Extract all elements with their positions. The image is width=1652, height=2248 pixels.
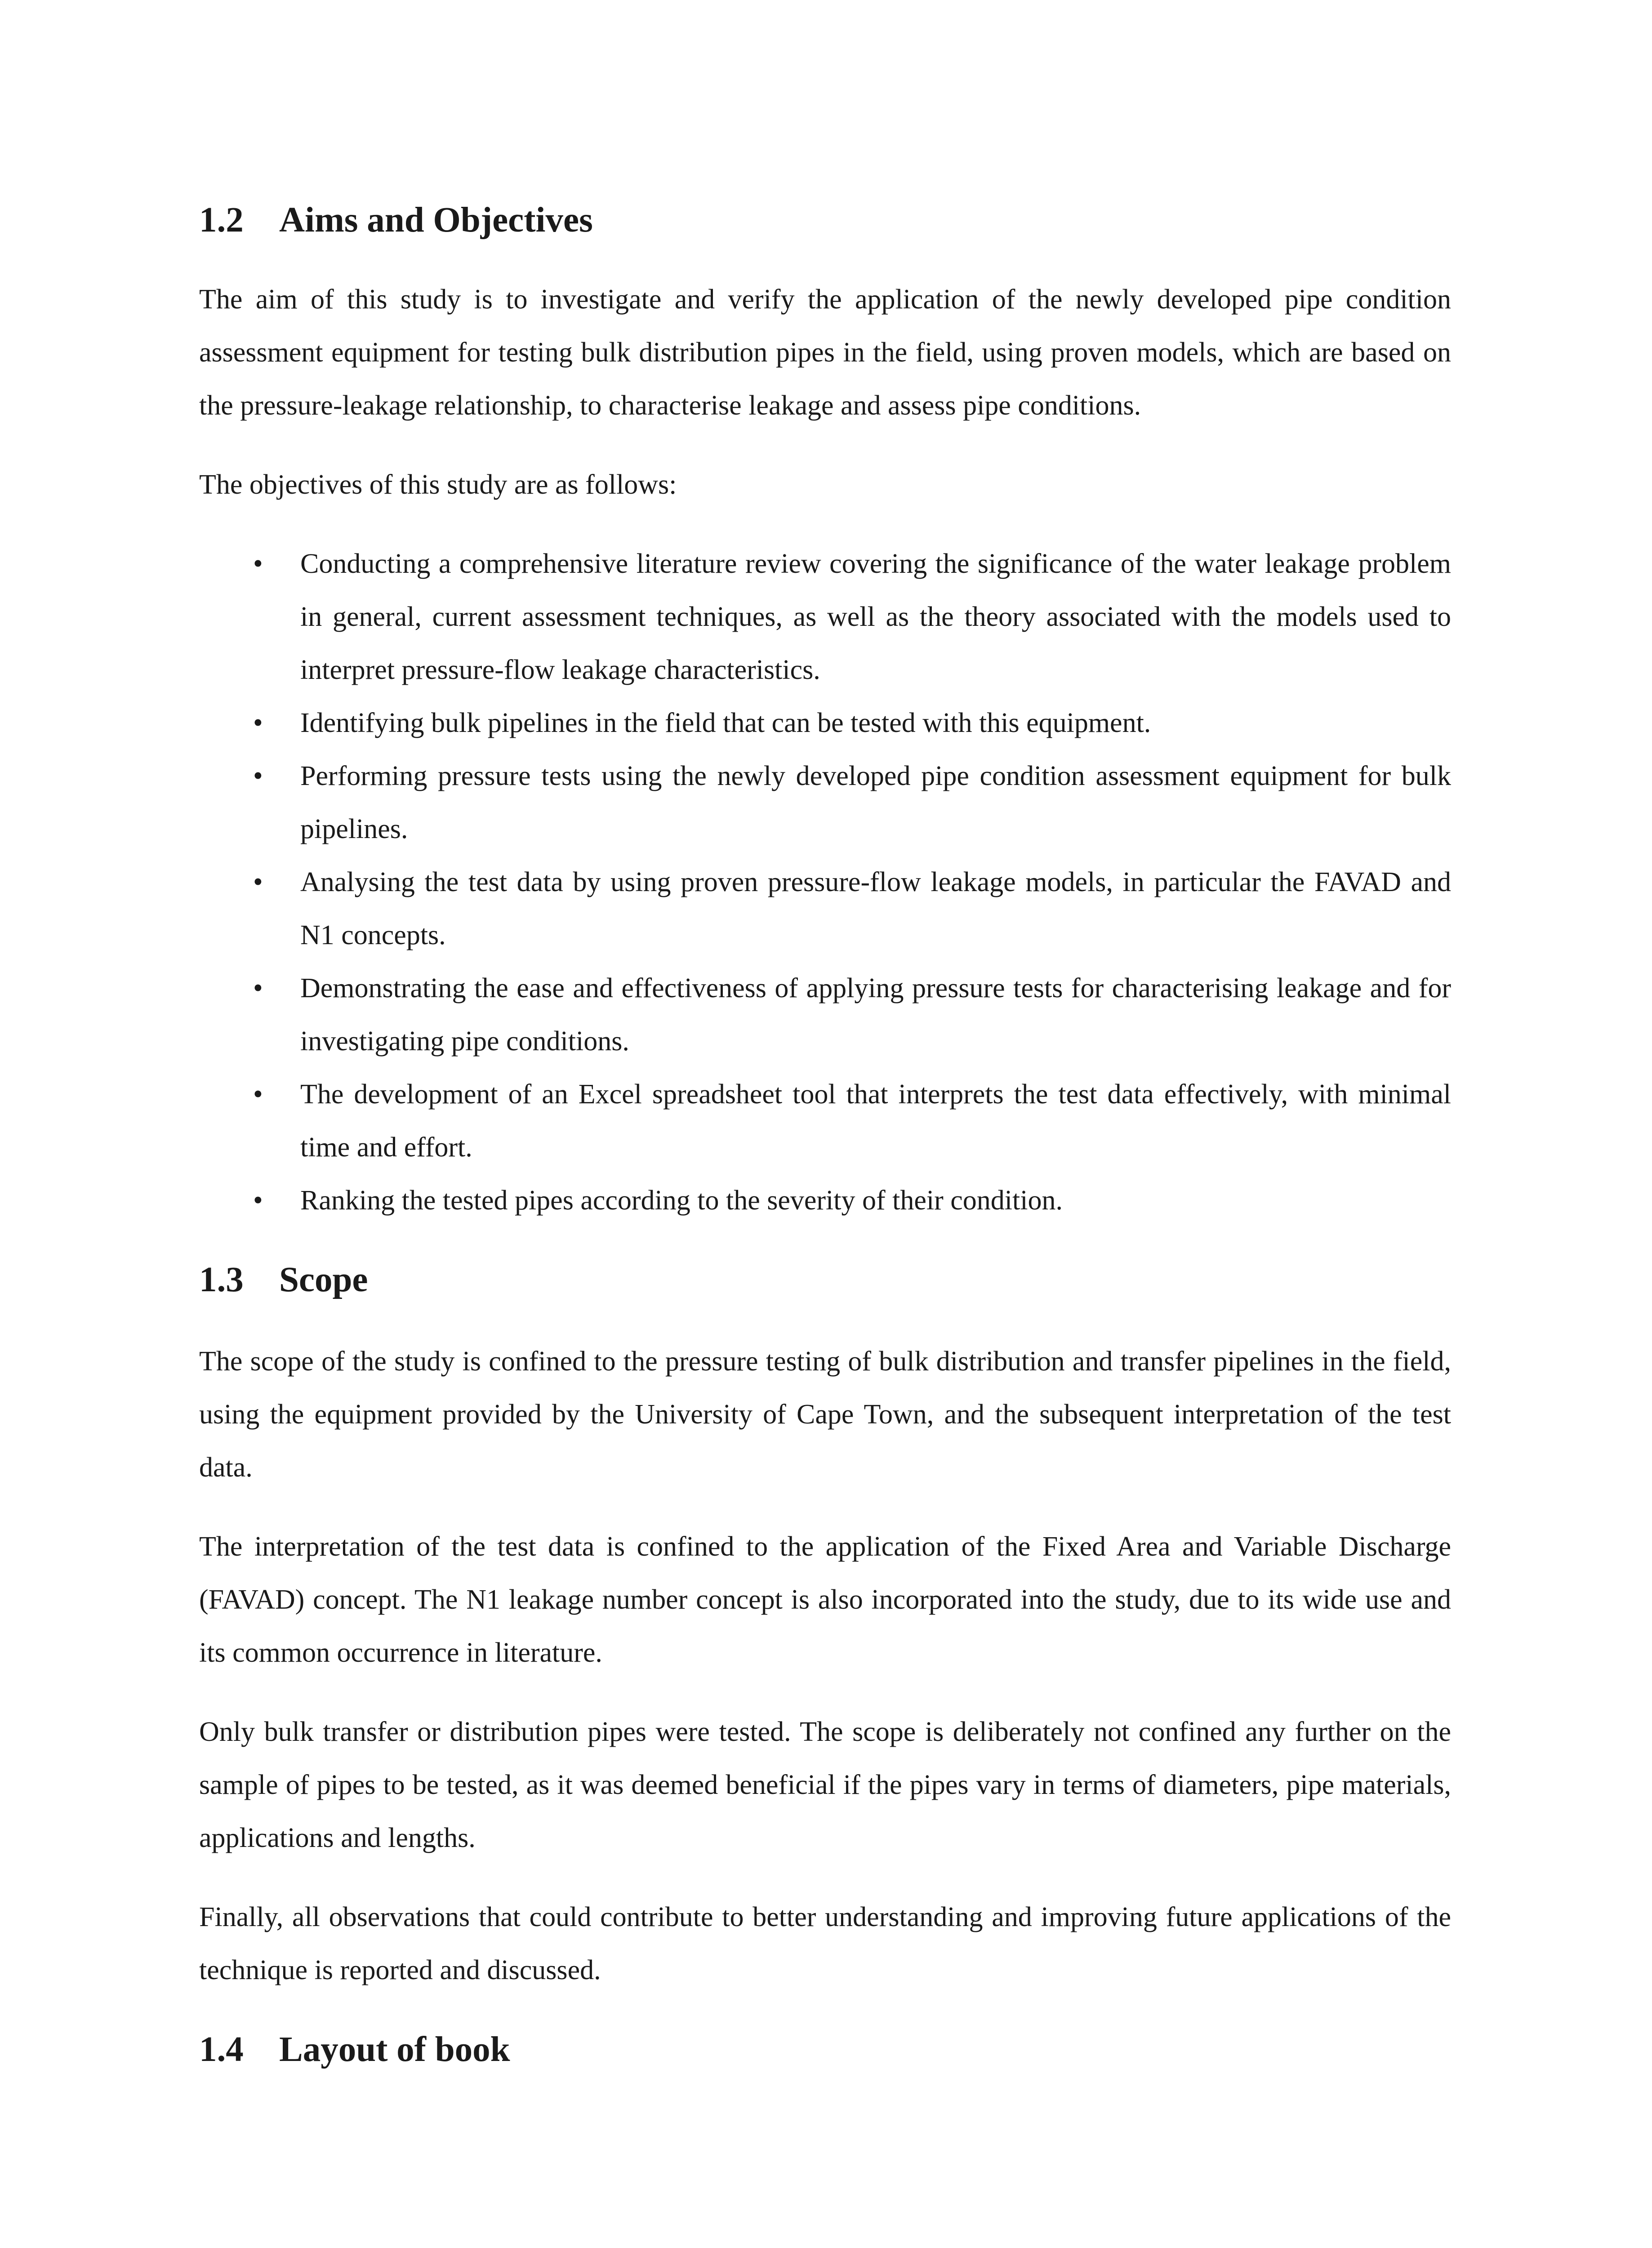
list-item-text: The development of an Excel spreadsheet tool that interprets the test data effectively, with minimal time and effort. [300, 1079, 1451, 1163]
bullet-icon: • [253, 973, 263, 1004]
section-number: 1.3 [199, 1260, 244, 1299]
section-heading-aims [199, 198, 1451, 243]
section-title: Scope [279, 1260, 368, 1299]
page-content [199, 198, 1451, 2072]
list-item [199, 1068, 1451, 1174]
objectives-intro: The objectives of this study are as follows: [199, 469, 677, 500]
bullet-icon: • [253, 1079, 263, 1110]
aims-paragraph: The aim of this study is to investigate and verify the application of the newly developed pipe condition assessment equipment for testing bulk distribution pipes in the field, using proven models, which are based on the pressure-leakage relationship, to characterise leakage and assess pipe conditions. [199, 284, 1451, 421]
section-heading-layout [199, 2027, 1451, 2072]
objectives-list [199, 537, 1451, 1227]
list-item-text: Identifying bulk pipelines in the field that can be tested with this equipment. [300, 708, 1151, 738]
scope-paragraph: The interpretation of the test data is confined to the application of the Fixed Area and Variable Discharge (FAVAD) concept. The N1 leakage number concept is also incorporated into the study, due to its wide use and its common occurrence in literature. [199, 1531, 1451, 1668]
section-title: Aims and Objectives [279, 201, 593, 240]
section-number: 1.2 [199, 201, 244, 240]
list-item-text: Ranking the tested pipes according to the severity of their condition. [300, 1185, 1063, 1216]
bullet-icon: • [253, 867, 263, 897]
list-item-text: Analysing the test data by using proven pressure-flow leakage models, in particular the FAVAD and N1 concepts. [300, 867, 1451, 950]
bullet-icon: • [253, 549, 263, 579]
scope-paragraph: The scope of the study is confined to the pressure testing of bulk distribution and transfer pipelines in the field, using the equipment provided by the University of Cape Town, and the subsequent interpretation of the test data. [199, 1346, 1451, 1483]
list-item-text: Conducting a comprehensive literature review covering the significance of the water leakage problem in general, current assessment techniques, as well as the theory associated with the models used to interpret pressure-flow leakage characteristics. [300, 549, 1451, 685]
scope-paragraph: Finally, all observations that could contribute to better understanding and improving future applications of the technique is reported and discussed. [199, 1902, 1451, 1985]
section-number: 1.4 [199, 2030, 244, 2069]
section-heading-scope [199, 1258, 1451, 1302]
list-item [199, 749, 1451, 856]
list-item-text: Demonstrating the ease and effectiveness of applying pressure tests for characterising leakage and for investigating pipe conditions. [300, 973, 1451, 1057]
list-item [199, 1174, 1451, 1227]
list-item [199, 856, 1451, 962]
list-item [199, 962, 1451, 1068]
bullet-icon: • [253, 708, 263, 738]
bullet-icon: • [253, 1185, 263, 1216]
scope-paragraph: Only bulk transfer or distribution pipes were tested. The scope is deliberately not confined any further on the sample of pipes to be tested, as it was deemed beneficial if the pipes vary in terms of diameters, pipe materials, applications and lengths. [199, 1717, 1451, 1853]
list-item [199, 696, 1451, 749]
bullet-icon: • [253, 761, 263, 791]
list-item [199, 537, 1451, 696]
list-item-text: Performing pressure tests using the newly developed pipe condition assessment equipment for bulk pipelines. [300, 761, 1451, 844]
section-title: Layout of book [279, 2030, 510, 2069]
